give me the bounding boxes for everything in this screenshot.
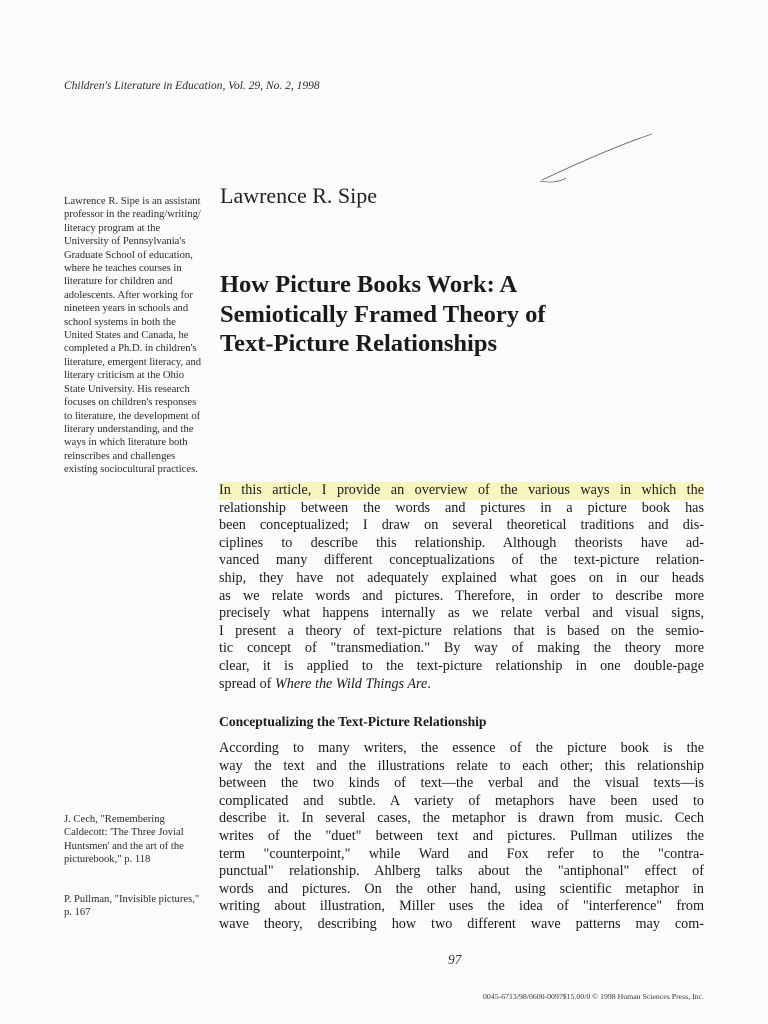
text-line: term "counterpoint," while Ward and Fox refer to the "contra- [219,845,704,862]
text-line: been conceptualized; I draw on several theoretical traditions and dis- [219,517,704,534]
title-line: How Picture Books Work: A [220,271,518,298]
title-line: Text-Picture Relationships [220,330,497,357]
text-line: complicated and subtle. A variety of metaphors have been used to [219,792,704,809]
text-line: way the text and the illustrations relate to each other; this relationship [219,757,704,774]
text-line: vanced many different conceptualizations of the text-picture relation- [219,552,704,569]
text-line: ciplines to describe this relationship. Although theorists have ad- [219,534,704,551]
text-line-end: . [427,675,431,692]
abstract-paragraph [219,482,704,693]
text-line: writing about illustration, Miller uses the idea of "interference" from [219,898,704,915]
copyright-code: 0045-6713/98/0600-0097$15.00/0 © 1998 Human Sciences Press, Inc. [483,992,704,1001]
page-number: 97 [448,952,462,967]
text-line: between the two kinds of text—the verbal and the visual texts—is [219,775,704,792]
margin-note: P. Pullman, "Invisible pictures," p. 167 [64,894,200,919]
text-line: writes of the "duet" between text and pictures. Pullman utilizes the [219,827,704,844]
title-line: Semiotically Framed Theory of [220,300,546,328]
body-paragraph [219,740,704,934]
text-line: precisely what happens internally as we relate verbal and visual signs, [219,605,704,622]
margin-note: J. Cech, "Remembering Caldecott: 'The Three Jovial Huntsmen' and the art of the picturebook," p. 118 [64,814,184,866]
text-line: relationship between the words and pictures in a picture book has [219,499,704,516]
author-bio: Lawrence R. Sipe is an assistant professor in the reading/writing/ literacy program at the University of Pennsylvania's Graduate School of education, where he teaches courses in literature for children and adolescents. After working for nineteen years in schools and school systems in both the United States and Canada, he completed a Ph.D. in children's literature, emergent literacy, and literary criticism at the Ohio State University. His research focuses on children's responses to literature, the development of literary understanding, and the ways in which literature both reinscribes and challenges existing sociocultural practices. [64,196,202,476]
text-line: I present a theory of text-picture relations that is based on the semio- [219,622,704,639]
section-heading: Conceptualizing the Text-Picture Relationship [219,714,487,729]
pen-stroke-mark [536,128,656,188]
text-line: as we relate words and pictures. Therefore, in order to describe more [219,587,704,604]
text-line: ship, they have not adequately explained what goes on in our heads [219,569,704,586]
journal-citation: Children's Literature in Education, Vol. 29, No. 2, 1998 [64,80,320,92]
text-line: punctual" relationship. Ahlberg talks about the "antiphonal" effect of [219,863,704,880]
text-line: clear, it is applied to the text-picture relationship in one double-page [219,657,704,674]
text-line: tic concept of "transmediation." By way of making the theory more [219,640,704,657]
text-line [219,676,704,694]
article-title [220,270,720,359]
text-line: According to many writers, the essence of the picture book is the [219,740,704,756]
text-line: describe it. In several cases, the metaphor is drawn from music. Cech [219,810,704,827]
book-title: Where the Wild Things Are [274,675,428,692]
text-line-start: spread of [219,675,275,692]
text-line: words and pictures. On the other hand, using scientific metaphor in [219,880,704,897]
text-line: In this article, I provide an overview of the various ways in which the [219,482,704,498]
text-line: wave theory, describing how two different wave patterns may com- [219,915,704,932]
author-name: Lawrence R. Sipe [220,183,377,208]
